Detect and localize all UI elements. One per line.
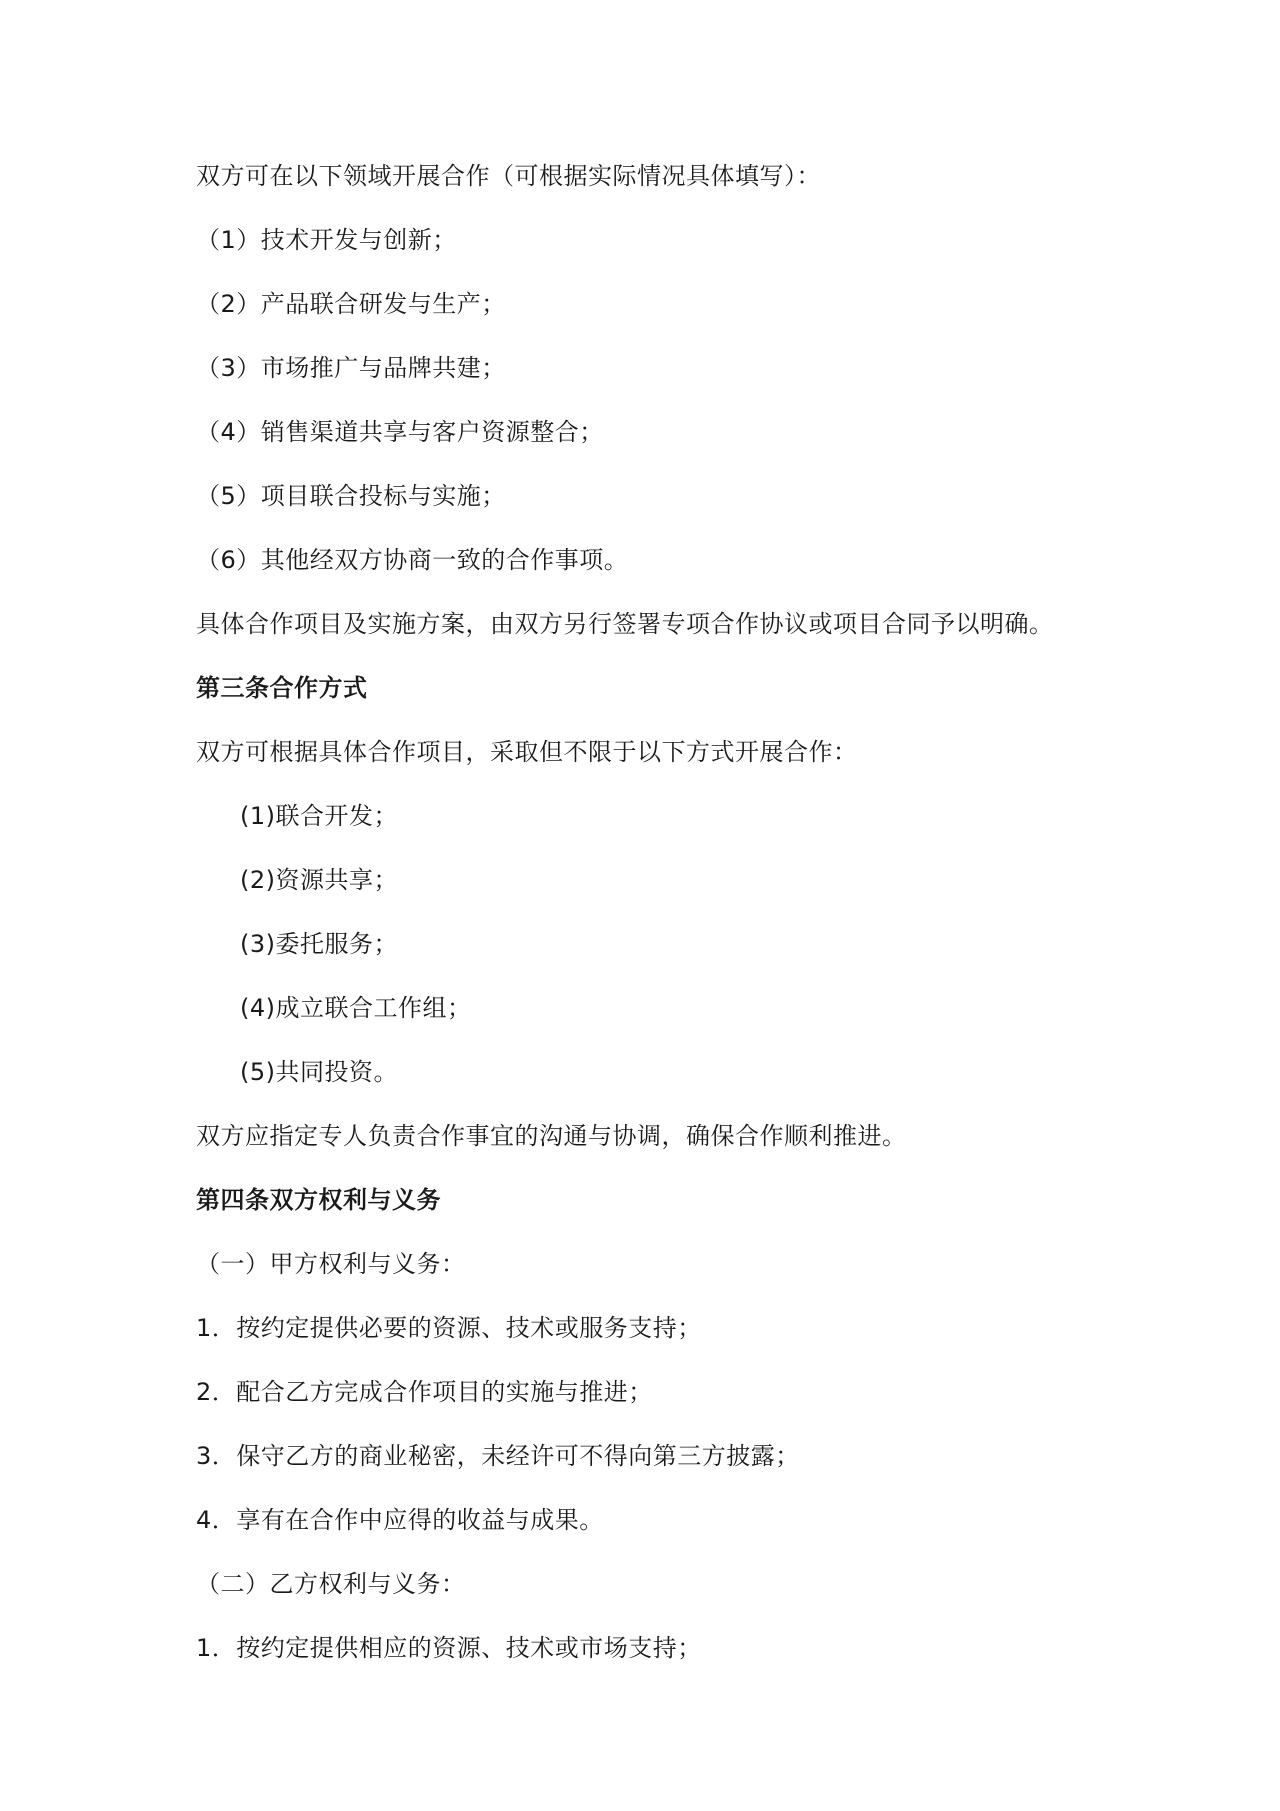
party-a-item-2: 2．配合乙方完成合作项目的实施与推进；	[196, 1378, 653, 1406]
party-a-heading: （一）甲方权利与义务：	[196, 1250, 466, 1278]
article-3-intro: 双方可根据具体合作项目，采取但不限于以下方式开展合作：	[196, 738, 858, 766]
article-4-heading: 第四条双方权利与义务	[196, 1186, 441, 1214]
party-b-heading: （二）乙方权利与义务：	[196, 1570, 466, 1598]
method-item-5: (5)共同投资。	[240, 1058, 398, 1086]
article-3-note: 双方应指定专人负责合作事宜的沟通与协调，确保合作顺利推进。	[196, 1122, 907, 1150]
areas-intro: 双方可在以下领域开展合作（可根据实际情况具体填写）：	[196, 162, 821, 190]
method-item-1: (1)联合开发；	[240, 802, 398, 830]
method-item-2: (2)资源共享；	[240, 866, 398, 894]
area-item-1: （1）技术开发与创新；	[196, 226, 457, 254]
area-item-4: （4）销售渠道共享与客户资源整合；	[196, 418, 604, 446]
areas-note: 具体合作项目及实施方案，由双方另行签署专项合作协议或项目合同予以明确。	[196, 610, 1054, 638]
article-3-heading: 第三条合作方式	[196, 674, 368, 702]
party-a-item-4: 4．享有在合作中应得的收益与成果。	[196, 1506, 604, 1534]
area-item-2: （2）产品联合研发与生产；	[196, 290, 506, 318]
party-a-item-1: 1．按约定提供必要的资源、技术或服务支持；	[196, 1314, 702, 1342]
area-item-3: （3）市场推广与品牌共建；	[196, 354, 506, 382]
party-b-item-1: 1．按约定提供相应的资源、技术或市场支持；	[196, 1634, 702, 1662]
method-item-4: (4)成立联合工作组；	[240, 994, 472, 1022]
method-item-3: (3)委托服务；	[240, 930, 398, 958]
area-item-5: （5）项目联合投标与实施；	[196, 482, 506, 510]
party-a-item-3: 3．保守乙方的商业秘密，未经许可不得向第三方披露；	[196, 1442, 800, 1470]
area-item-6: （6）其他经双方协商一致的合作事项。	[196, 546, 629, 574]
